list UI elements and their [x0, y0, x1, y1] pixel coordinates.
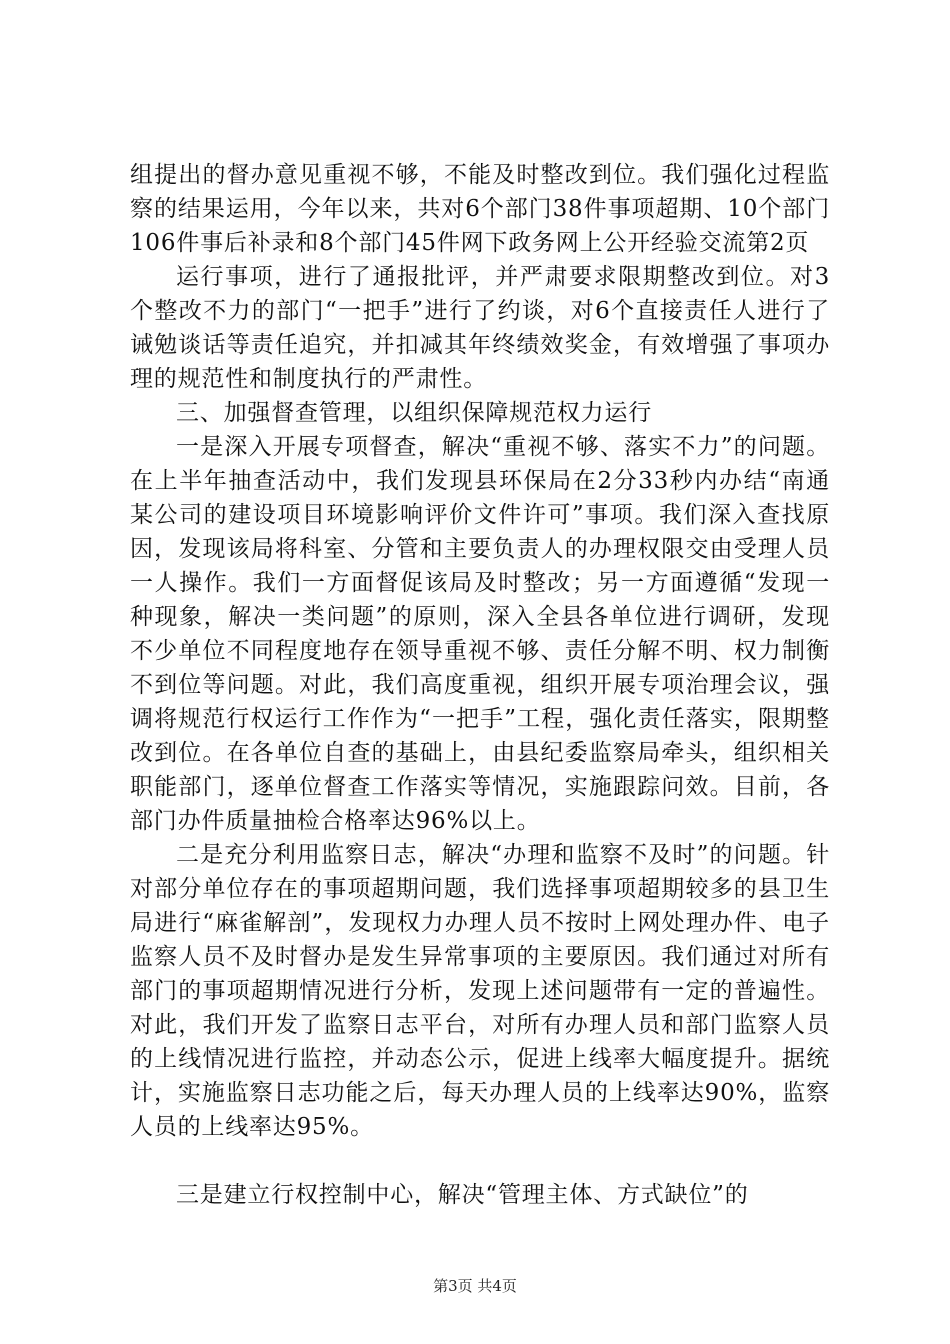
- paragraph-special-inspection: 一是深入开展专项督查，解决“重视不够、落实不力”的问题。在上半年抽查活动中，我们发现县环保局在2分33秒内办结“南通某公司的建设项目环境影响评价文件许可”事项。我们深入查找原因，发现该局将科室、分管和主要负责人的办理权限交由受理人员一人操作。我们一方面督促该局及时整改；另一方面遵循“发现一种现象，解决一类问题”的原则，深入全县各单位进行调研，发现不少单位不同程度地存在领导重视不够、责任分解不明、权力制衡不到位等问题。对此，我们高度重视，组织开展专项治理会议，强调将规范行权运行工作作为“一把手”工程，强化责任落实，限期整改到位。在各单位自查的基础上，由县纪委监察局牵头，组织相关职能部门，逐单位督查工作落实等情况，实施跟踪问效。目前，各部门办件质量抽检合格率达96%以上。: [130, 434, 830, 834]
- paragraph-supervision-log: 二是充分利用监察日志，解决“办理和监察不及时”的问题。针对部分单位存在的事项超期问题，我们选择事项超期较多的县卫生局进行“麻雀解剖”，发现权力办理人员不按时上网处理办件、电子监察人员不及时督办是发生异常事项的主要原因。我们通过对所有部门的事项超期情况进行分析，发现上述问题带有一定的普遍性。对此，我们开发了监察日志平台，对所有办理人员和部门监察人员的上线情况进行监控，并动态公示，促进上线率大幅度提升。据统计，实施监察日志功能之后，每天办理人员的上线率达90%，监察人员的上线率达95%。: [130, 842, 830, 1140]
- document-body: [130, 158, 830, 1212]
- paragraph-control-center: 三是建立行权控制中心，解决“管理主体、方式缺位”的: [176, 1182, 749, 1208]
- page-footer: 第3页 共4页: [433, 1277, 517, 1295]
- paragraph-continuation: 组提出的督办意见重视不够，不能及时整改到位。我们强化过程监察的结果运用，今年以来，共对6个部门38件事项超期、10个部门106件事后补录和8个部门45件网下政务网上公开经验交流第2页: [130, 162, 830, 256]
- section-heading: 三、加强督查管理，以组织保障规范权力运行: [176, 400, 652, 426]
- paragraph-notification: 运行事项，进行了通报批评，并严肃要求限期整改到位。对3个整改不力的部门“一把手”进行了约谈，对6个直接责任人进行了诫勉谈话等责任追究，并扣减其年终绩效奖金，有效增强了事项办理的规范性和制度执行的严肃性。: [130, 264, 830, 392]
